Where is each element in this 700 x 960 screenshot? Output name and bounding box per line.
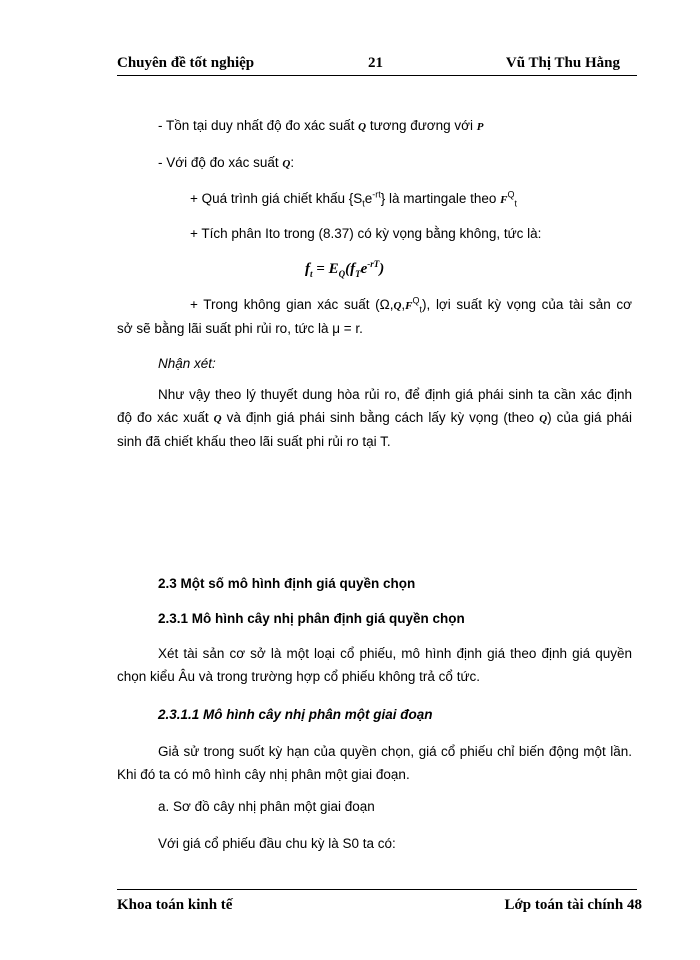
plus-item-space-line2: sở sẽ bằng lãi suất phi rủi ro, tức là μ = r. [117,321,363,336]
bullet-unique-measure: - Tồn tại duy nhất độ đo xác suất Q tương đương với P [158,118,484,133]
para-assume-line2: Khi đó ta có mô hình cây nhị phân một giai đoạn. [117,767,410,782]
header-left: Chuyên đề tốt nghiệp [117,55,255,71]
section-heading-2-3-1: 2.3.1 Mô hình cây nhị phân định giá quyền chọn [158,611,465,626]
plus-item-space-line1: + Trong không gian xác suất $(\Omega,Q,F^Q_t)$, lợi suất kỳ vọng của tài sản cơ [190,295,632,315]
para-initial-price: Với giá cổ phiếu đầu chu kỳ là S0 ta có: [158,836,396,851]
footer-left: Khoa toán kinh tế [117,897,233,913]
footer-rule [117,889,637,890]
remark-line1: Như vậy theo lý thuyết dung hòa rủi ro, để định giá phái sinh ta cần xác định [158,387,632,402]
item-a-diagram: a. Sơ đồ cây nhị phân một giai đoạn [158,799,375,814]
formula-expectation: $f_t = E_Q(f_Te^{-rT})$ [305,259,385,279]
plus-item-martingale: + Quá trình giá chiết khấu $\{S_te^{-rt}\}$ là martingale theo $F^Q_t$ [190,189,517,209]
para-asset-line1: Xét tài sản cơ sở là một loại cổ phiếu, mô hình định giá theo định giá quyền [158,646,632,661]
bullet-with-measure: - Với độ đo xác suất Q: [158,155,295,170]
header-right: Vũ Thị Thu Hằng [505,55,620,71]
remark-line2: độ đo xác xuất Q và định giá phái sinh bằng cách lấy kỳ vọng (theo Q) của giá phái [117,410,633,425]
header-rule [117,75,637,76]
footer-right: Lớp toán tài chính 48 [504,897,642,913]
section-heading-2-3: 2.3 Một số mô hình định giá quyền chọn [158,576,416,591]
para-assume-line1: Giả sử trong suốt kỳ hạn của quyền chọn, giá cổ phiếu chỉ biến động một lần. [158,744,632,759]
section-heading-2-3-1-1: 2.3.1.1 Mô hình cây nhị phân một giai đoạn [158,707,433,722]
para-asset-line2: chọn kiểu Âu và trong trường hợp cổ phiếu không trả cổ tức. [117,669,480,684]
remark-label: Nhận xét: [158,356,216,371]
page-number: 21 [368,55,383,71]
remark-line3: sinh đã chiết khấu theo lãi suất phi rủi ro tại T. [117,434,391,449]
plus-item-ito: + Tích phân Ito trong (8.37) có kỳ vọng bằng không, tức là: [190,226,542,241]
